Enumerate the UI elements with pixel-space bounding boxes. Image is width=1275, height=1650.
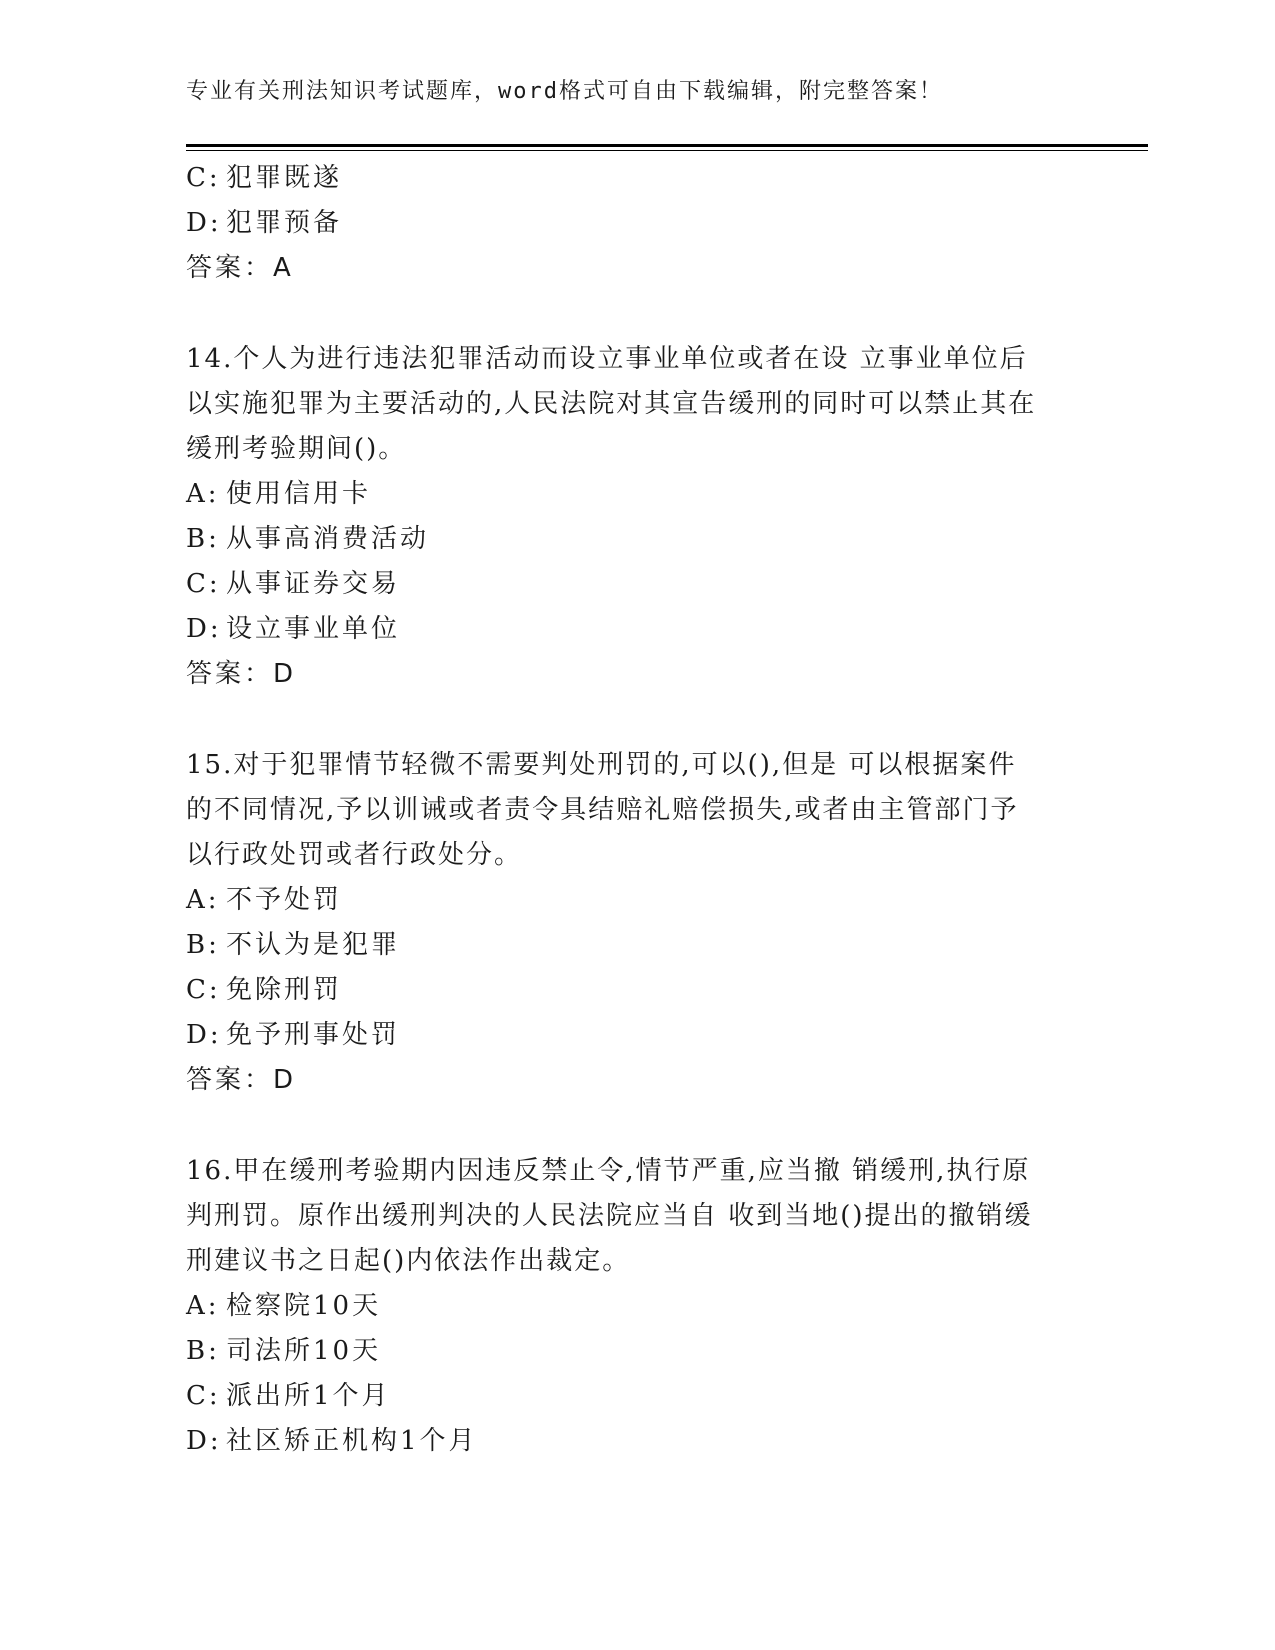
- option-text: 从事高消费活动: [226, 524, 430, 554]
- option-a: [186, 472, 1086, 517]
- option-a: [186, 878, 1086, 923]
- option-text: 犯罪既遂: [226, 163, 343, 193]
- option-text: 司法所10天: [226, 1336, 382, 1366]
- option-letter: D:: [186, 208, 222, 238]
- question-15: [186, 743, 1086, 1103]
- spacer: [186, 697, 1086, 743]
- option-text: 不认为是犯罪: [226, 930, 401, 960]
- question-16: [186, 1149, 1086, 1464]
- option-d: [186, 201, 1086, 246]
- question-line: 缓刑考验期间()。: [186, 434, 407, 464]
- option-a: [186, 1284, 1086, 1329]
- option-text: 派出所1个月: [226, 1381, 391, 1411]
- question-content: [186, 156, 1086, 1464]
- answer-line: 答案：D: [186, 659, 297, 689]
- option-d: [186, 1013, 1086, 1058]
- option-letter: D:: [186, 1020, 222, 1050]
- option-text: 不予处罚: [226, 885, 343, 915]
- question-text: [186, 1149, 1086, 1284]
- option-text: 社区矫正机构1个月: [226, 1426, 478, 1456]
- option-d: [186, 1419, 1086, 1464]
- question-line: 的不同情况,予以训诫或者责令具结赔礼赔偿损失,或者由主管部门予: [186, 795, 1019, 825]
- question-line: 16.甲在缓刑考验期内因违反禁止令,情节严重,应当撤 销缓刑,执行原: [186, 1156, 1031, 1186]
- question-13-tail: [186, 156, 1086, 291]
- option-letter: A:: [186, 885, 220, 915]
- answer-line: 答案：D: [186, 1065, 297, 1095]
- option-text: 设立事业单位: [226, 614, 401, 644]
- option-letter: B:: [186, 930, 220, 960]
- question-line: 以实施犯罪为主要活动的,人民法院对其宣告缓刑的同时可以禁止其在: [186, 389, 1037, 419]
- question-line: 15.对于犯罪情节轻微不需要判处刑罚的,可以(),但是 可以根据案件: [186, 750, 1017, 780]
- option-letter: D:: [186, 614, 222, 644]
- option-c: [186, 1374, 1086, 1419]
- header-rule-thick: [186, 144, 1148, 147]
- option-letter: C:: [186, 1381, 221, 1411]
- option-text: 从事证券交易: [226, 569, 401, 599]
- option-c: [186, 968, 1086, 1013]
- option-letter: A:: [186, 1291, 220, 1321]
- spacer: [186, 291, 1086, 337]
- option-text: 使用信用卡: [226, 479, 372, 509]
- spacer: [186, 1103, 1086, 1149]
- question-line: 判刑罚。原作出缓刑判决的人民法院应当自 收到当地()提出的撤销缓: [186, 1201, 1033, 1231]
- option-c: [186, 156, 1086, 201]
- option-text: 免除刑罚: [226, 975, 343, 1005]
- option-text: 免予刑事处罚: [226, 1020, 401, 1050]
- question-line: 以行政处罚或者行政处分。: [186, 840, 523, 870]
- answer-line: 答案：A: [186, 253, 294, 283]
- option-text: 犯罪预备: [226, 208, 343, 238]
- option-letter: C:: [186, 975, 221, 1005]
- question-line: 14.个人为进行违法犯罪活动而设立事业单位或者在设 立事业单位后: [186, 344, 1028, 374]
- option-text: 检察院10天: [226, 1291, 382, 1321]
- option-c: [186, 562, 1086, 607]
- option-letter: D:: [186, 1426, 222, 1456]
- question-14: [186, 337, 1086, 697]
- option-b: [186, 923, 1086, 968]
- question-line: 刑建议书之日起()内依法作出裁定。: [186, 1246, 631, 1276]
- option-letter: B:: [186, 1336, 220, 1366]
- option-b: [186, 1329, 1086, 1374]
- option-letter: C:: [186, 163, 221, 193]
- option-letter: A:: [186, 479, 220, 509]
- page-header: 专业有关刑法知识考试题库，word格式可自由下载编辑，附完整答案！: [186, 79, 943, 104]
- option-b: [186, 517, 1086, 562]
- option-letter: B:: [186, 524, 220, 554]
- question-text: [186, 337, 1086, 472]
- header-rule-thin: [186, 150, 1148, 151]
- question-text: [186, 743, 1086, 878]
- option-letter: C:: [186, 569, 221, 599]
- option-d: [186, 607, 1086, 652]
